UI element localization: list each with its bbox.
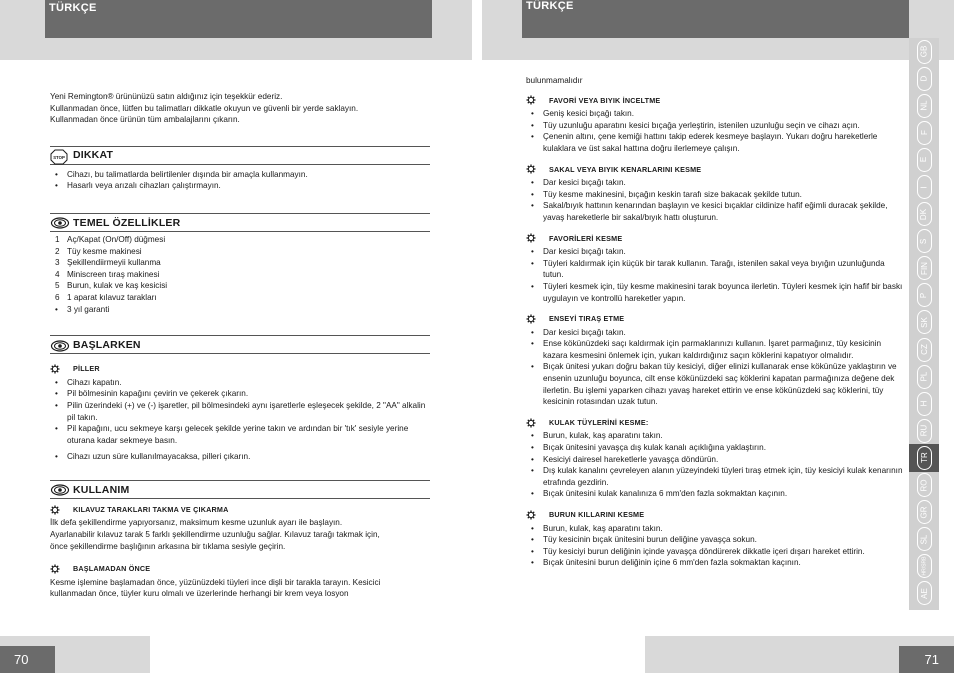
- language-tab-gr[interactable]: [909, 499, 939, 526]
- language-tab-label: S: [917, 229, 932, 253]
- subsection-title: PİLLER: [73, 364, 100, 374]
- caution-heading: [50, 146, 430, 165]
- language-tab-gb[interactable]: [909, 38, 939, 65]
- list-item: • Burun, kulak, kaş aparatını takın.: [526, 523, 906, 535]
- right-page-content: [526, 75, 906, 569]
- list-item: • Tüy kesiciyi burun deliğinin içinde yavaşça döndürerek dikkatle içeri dışarı hareket ettirin.: [526, 546, 906, 558]
- features-heading: [50, 213, 430, 232]
- gear-icon: [526, 314, 536, 324]
- language-tab-fin[interactable]: [909, 255, 939, 282]
- language-tab-label: SK: [917, 310, 932, 334]
- gear-icon: [526, 418, 536, 428]
- bullet-list: [526, 108, 906, 154]
- gear-icon: [526, 233, 536, 243]
- getting-started-heading: [50, 335, 430, 354]
- language-tab-ro[interactable]: [909, 472, 939, 499]
- subsection-heading: [526, 417, 906, 429]
- usage-heading: [50, 480, 430, 499]
- language-tab-dk[interactable]: [909, 201, 939, 228]
- list-item: • Sakal/bıyık hattının kenarından başlayın ve kesici bıçaklar cildinize hafif eğimli duracak şekilde, yavaş hareketlerle bir sakal/bıyık hattı oluşturun.: [526, 200, 906, 223]
- subsection-heading: [526, 233, 906, 245]
- language-tab-hr-srb[interactable]: [909, 553, 939, 580]
- features-list: [50, 234, 430, 315]
- list-item: • Tüyleri kaldırmak için küçük bir tarak kullanın. Tarağı, istenilen sakal veya bıyığın uzunluğunda tutun.: [526, 258, 906, 281]
- language-tab-label: SL: [917, 527, 932, 551]
- list-item: • Tüy kesme makinesini, bıçağın keskin tarafı size bakacak şekilde tutun.: [526, 189, 906, 201]
- paragraph-line: Kesme işlemine başlamadan önce, yüzünüzdeki tüyleri ince dişli bir tarakla tarayın. Kesicici: [50, 577, 381, 587]
- subsection-heading: [526, 313, 906, 325]
- language-tab-label: E: [917, 148, 932, 172]
- gear-icon: [526, 95, 536, 105]
- language-tab-label: P: [917, 283, 932, 307]
- subsection-title: FAVORİLERİ KESME: [549, 233, 623, 243]
- list-item: • Pilin üzerindeki (+) ve (-) işaretler, pil bölmesindeki aynı işaretlerle eşleşecek şekilde, 2 "AA" alkalin pil takın.: [50, 400, 430, 423]
- language-tab-label: GR: [917, 500, 932, 524]
- language-tab-sk[interactable]: [909, 309, 939, 336]
- language-sidebar: [909, 38, 939, 610]
- list-item: 1 Aç/Kapat (On/Off) düğmesi: [55, 234, 166, 244]
- paragraph-line: Ayarlanabilir kılavuz tarak 5 farklı şekillendirme uzunluğu sağlar. Kılavuz tarağı takmak için,: [50, 530, 380, 540]
- before-start-subheading: [50, 563, 430, 575]
- language-tab-label: D: [917, 67, 932, 91]
- eye-icon: [50, 216, 68, 230]
- language-tab-label: GB: [917, 40, 932, 64]
- list-item: 5 Burun, kulak ve kaş kesicisi: [55, 281, 168, 291]
- language-tab-d[interactable]: [909, 65, 939, 92]
- language-tab-label: I: [917, 175, 932, 199]
- subsection-heading: [526, 95, 906, 107]
- paragraph-line: İlk defa şekillendirme yapıyorsanız, maksimum kesme uzunluk ayarı ile başlayın.: [50, 518, 343, 528]
- continued-text: bulunmamalıdır: [526, 76, 583, 85]
- subsection-heading: [526, 509, 906, 521]
- bullet-list: [526, 523, 906, 569]
- eye-icon: [50, 483, 68, 497]
- gear-icon: [50, 505, 60, 515]
- language-tab-s[interactable]: [909, 228, 939, 255]
- list-item: • Cihazı kapatın.: [50, 377, 430, 389]
- list-item: • Bıçak ünitesini kulak kanalınıza 6 mm'den fazla sokmaktan kaçının.: [526, 488, 906, 500]
- list-item: • Bıçak ünitesini yavaşça dış kulak kanalı açıklığına yaklaştırın.: [526, 442, 906, 454]
- intro-line: Kullanmadan önce ürünün tüm ambalajlarını çıkarın.: [50, 115, 240, 125]
- list-item: • Tüy kesicinin bıçak ünitesini burun deliğine yavaşça sokun.: [526, 534, 906, 546]
- subsection-title: FAVORİ VEYA BIYIK İNCELTME: [549, 95, 661, 105]
- list-item: • Cihazı, bu talimatlarda belirtilenler dışında bir amaçla kullanmayın.: [50, 169, 430, 181]
- language-header-left: TÜRKÇE: [45, 0, 432, 38]
- language-header-right: TÜRKÇE: [522, 0, 909, 38]
- list-item: • Burun, kulak, kaş aparatını takın.: [526, 430, 906, 442]
- language-tab-label: FIN: [917, 256, 932, 280]
- list-item: • Geniş kesici bıçağı takın.: [526, 108, 906, 120]
- list-item: 2 Tüy kesme makinesi: [55, 246, 142, 256]
- language-tab-label: RU: [917, 419, 932, 443]
- bullet-list: [526, 327, 906, 408]
- guide-combs-subheading: [50, 504, 430, 516]
- language-tab-label: H: [917, 392, 932, 416]
- list-item: • Tüy uzunluğu aparatını kesici bıçağa yerleştirin, istenilen uzunluğu seçin ve cihazı açın.: [526, 120, 906, 132]
- language-tab-label: DK: [917, 202, 932, 226]
- paragraph-line: önce şekillendirme başlığının arkasına bir tıklama sesiyle geçirin.: [50, 541, 286, 551]
- language-tab-label: CZ: [917, 338, 932, 362]
- list-item: • Çenenin altını, çene kemiği hattını takip ederek kesmeye başlayın. Yukarı doğru hareketlerle kulaklara ve üst sakal hattına doğru ilerlemeye çalışın.: [526, 131, 906, 154]
- list-item: • Hasarlı veya arızalı cihazları çalıştırmayın.: [50, 180, 430, 192]
- list-item: • Ense kökünüzdeki saçı kaldırmak için parmaklarınızı kullanın. İşaret parmağınız, tüy kesicinin kazara kesmesini önlemek için, yukarı kaldırdığınız saçın köklerini kapatıyor olmalıdır.: [526, 338, 906, 361]
- paragraph-line: kullanmadan önce, tüyler kuru olmalı ve üzerlerinde herhangi bir krem veya losyon: [50, 589, 349, 599]
- list-item: • Kesiciyi dairesel hareketlerle yavaşça döndürün.: [526, 454, 906, 466]
- section-title: BAŞLARKEN: [73, 338, 141, 351]
- language-tab-list: [909, 38, 939, 607]
- list-item: • Pil kapağını, ucu sekmeye karşı gelecek şekilde yerine takın ve ardından bir 'tık' sesiyle yerine oturana kadar sekmeye basın.: [50, 423, 430, 446]
- list-item: • Dar kesici bıçağı takın.: [526, 177, 906, 189]
- gear-icon: [526, 510, 536, 520]
- intro-line: Kullanmadan önce, lütfen bu talimatları dikkatle okuyun ve güvenli bir yerde saklayın.: [50, 103, 359, 113]
- subsection-title: KULAK TÜYLERİNİ KESME:: [549, 417, 649, 427]
- page-number-left: 70: [0, 646, 55, 673]
- gear-icon: [50, 364, 60, 374]
- subsection-title: BURUN KILLARINI KESME: [549, 510, 645, 519]
- language-tab-label: RO: [917, 473, 932, 497]
- language-tab-label: TR: [917, 446, 932, 470]
- language-tab-h[interactable]: [909, 390, 939, 417]
- language-tab-label: PL: [917, 365, 932, 389]
- language-tab-label: F: [917, 121, 932, 145]
- list-item: • Dış kulak kanalını çevreleyen alanın yüzeyindeki tüyleri tıraş etmek için, tüy kesiciyi kulak kenarının etrafında gezdirin.: [526, 465, 906, 488]
- language-tab-sl[interactable]: [909, 526, 939, 553]
- list-item: • Bıçak ünitesi yukarı doğru bakan tüy kesiciyi, diğer elinizi kullanarak ense kökünüze yaklaştırın ve ensenin uzunluğu boyunca, cilt ense kökünüzdeki saç köklerini kapatan parmağınıza değene dek ilerletin. Bu işlemi yaparken cihazı yavaş hareket ettirin ve ense kökünüzdeki saç köklerini, tüy kesicinin rotasından uzak tutun.: [526, 361, 906, 407]
- section-title: TEMEL ÖZELLİKLER: [73, 216, 181, 229]
- gear-icon: [50, 564, 60, 574]
- list-item: • Bıçak ünitesini burun deliğinin içine 6 mm'den fazla sokmaktan kaçının.: [526, 557, 906, 569]
- language-tab-e[interactable]: [909, 146, 939, 173]
- caution-list: [50, 169, 430, 192]
- language-tab-tr[interactable]: [909, 444, 939, 471]
- language-tab-cz[interactable]: [909, 336, 939, 363]
- subsection-title: KILAVUZ TARAKLARI TAKMA VE ÇIKARMA: [73, 504, 229, 514]
- language-tab-p[interactable]: [909, 282, 939, 309]
- language-tab-nl[interactable]: [909, 92, 939, 119]
- language-tab-ru[interactable]: [909, 417, 939, 444]
- section-title: KULLANIM: [73, 483, 130, 496]
- list-item: • Dar kesici bıçağı takın.: [526, 246, 906, 258]
- language-tab-pl[interactable]: [909, 363, 939, 390]
- list-item: • Cihazı uzun süre kullanılmayacaksa, pilleri çıkarın.: [50, 451, 430, 463]
- bullet-list: [526, 177, 906, 223]
- stop-icon-label: STOP: [53, 155, 65, 161]
- intro-line: Yeni Remington® ürününüzü satın aldığınız için teşekkür ederiz.: [50, 92, 283, 101]
- language-tab-f[interactable]: [909, 119, 939, 146]
- batteries-list: [50, 377, 430, 463]
- language-tab-ae[interactable]: [909, 580, 939, 607]
- language-tab-label: HR/SRB: [917, 554, 932, 578]
- left-page-content: [50, 91, 430, 600]
- list-item: 4 Miniscreen tıraş makinesi: [55, 269, 160, 279]
- bullet-list: [526, 430, 906, 500]
- subsection-title: SAKAL VEYA BIYIK KENARLARINI KESME: [549, 164, 702, 174]
- list-item: • Pil bölmesinin kapağını çevirin ve çekerek çıkarın.: [50, 388, 430, 400]
- list-item: • 3 yıl garanti: [55, 304, 110, 314]
- page-number-right: 71: [899, 646, 954, 673]
- gear-icon: [526, 164, 536, 174]
- language-tab-label: NL: [917, 94, 932, 118]
- bullet-list: [526, 246, 906, 304]
- subsection-title: ENSEYİ TIRAŞ ETME: [549, 314, 625, 324]
- section-title: DIKKAT: [73, 149, 114, 162]
- list-item: 6 1 aparat kılavuz tarakları: [55, 292, 157, 302]
- batteries-subheading: [50, 363, 430, 375]
- subsection-heading: [526, 164, 906, 176]
- language-tab-label: AE: [917, 581, 932, 605]
- stop-icon: [50, 149, 68, 163]
- language-tab-i[interactable]: [909, 173, 939, 200]
- list-item: • Dar kesici bıçağı takın.: [526, 327, 906, 339]
- list-item: 3 Şekillendiirmeyii kullanma: [55, 258, 161, 268]
- subsection-title: BAŞLAMADAN ÖNCE: [73, 564, 151, 574]
- list-item: • Tüyleri kesmek için, tüy kesme makinesini tarak boyunca ilerletin. Tüyleri kesmek için hafif bir baskı uygulayın ve kontrollü hareketler yapın.: [526, 281, 906, 304]
- eye-icon: [50, 339, 68, 353]
